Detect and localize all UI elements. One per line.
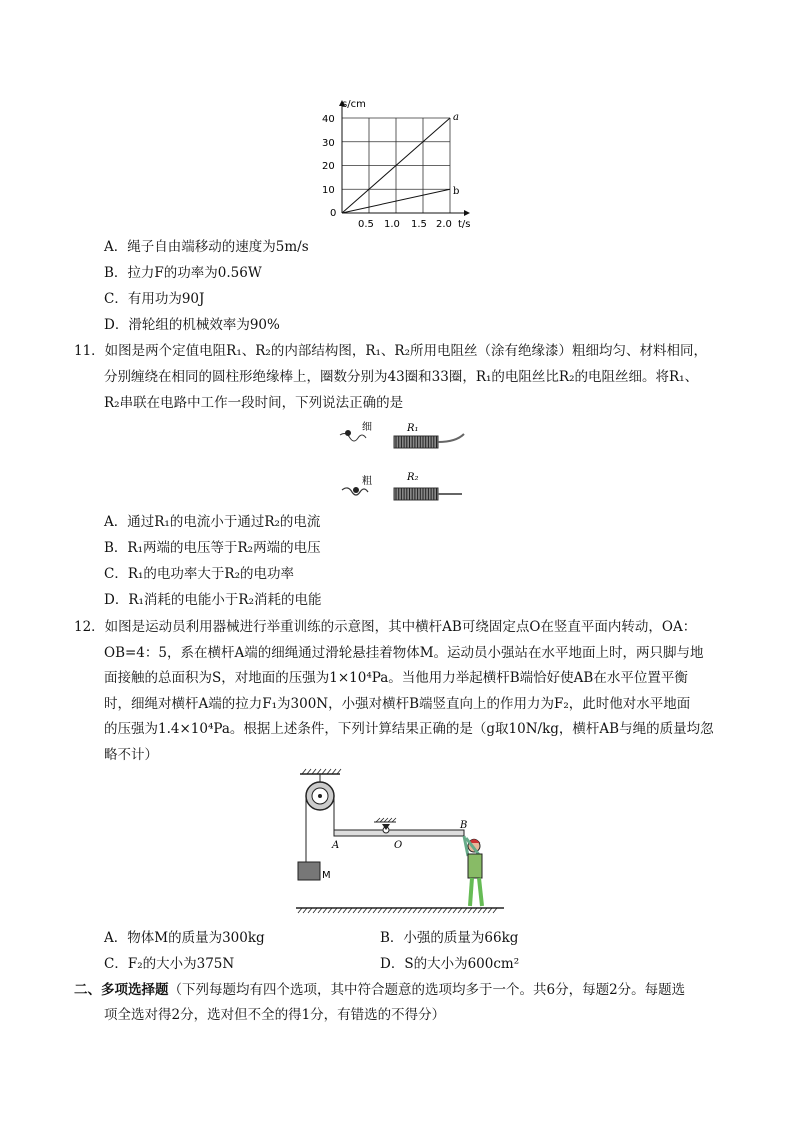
q11-stem-line3: R₂串联在电路中工作一段时间，下列说法正确的是 [104, 395, 404, 411]
q11-stem-line1: 11．如图是两个定值电阻R₁、R₂的内部结构图，R₁、R₂所用电阻丝（涂有绝缘漆）粗细均匀、材料相同， [74, 343, 707, 359]
section2-desc-line2: 项全选对得2分，选对但不全的得1分，有错选的不得分） [104, 1007, 446, 1023]
x-tick-1.5: 1.5 [411, 219, 427, 230]
q12-stem-line4: 时，细绳对横杆A端的拉力F₁为300N，小强对横杆B端竖直向上的作用力为F₂，此时他对水平地面 [104, 696, 691, 712]
athlete-body [468, 854, 482, 878]
pivot-hatch [388, 818, 392, 822]
lever-pulley-figure [294, 766, 508, 920]
resistor-structure-figure [332, 418, 470, 508]
q12-stem-line2: OB=4：5，系在横杆A端的细绳通过滑轮悬挂着物体M。运动员小强站在水平地面上时，两只脚与地 [104, 645, 704, 661]
q12-stem-line1: 12．如图是运动员利用器械进行举重训练的示意图，其中横杆AB可绕固定点O在竖直平面内转动，OA： [74, 619, 697, 635]
fig-m-label: M [322, 870, 331, 881]
pivot-hatch [392, 818, 396, 822]
fig-a-label: A [332, 840, 340, 851]
fig-r2-label: R₂ [407, 472, 419, 483]
q12-option-a: A．物体M的质量为300kg [104, 930, 265, 946]
pivot-hatch [376, 818, 380, 822]
q12-option-c: C．F₂的大小为375N [104, 956, 235, 972]
mass-m [298, 862, 320, 880]
y-tick-30: 30 [322, 138, 335, 149]
q11-option-d: D．R₁消耗的电能小于R₂消耗的电能 [104, 592, 322, 608]
r1-wire [340, 434, 366, 441]
s-t-graph [318, 96, 480, 232]
fig-thick-label: 粗 [362, 476, 372, 487]
lever-bar-ab [334, 830, 464, 836]
x-axis-unit: t/s [458, 219, 471, 230]
fig-o-label: O [394, 840, 403, 851]
q12-option-d: D．S的大小为600cm² [380, 956, 520, 972]
y-tick-0: 0 [330, 208, 337, 219]
x-axis-arrow [464, 210, 470, 216]
pivot-hatch [380, 818, 384, 822]
y-axis-unit: s/cm [342, 99, 366, 110]
q12-stem-line6: 略不计） [104, 747, 158, 763]
section2-heading [74, 980, 685, 1000]
y-tick-20: 20 [322, 161, 335, 172]
fig-r1-label: R₁ [407, 423, 419, 434]
q11-option-a: A．通过R₁的电流小于通过R₂的电流 [104, 514, 321, 530]
r2-lead-end [353, 487, 359, 493]
q11-option-b: B．R₁两端的电压等于R₂两端的电压 [104, 540, 321, 556]
y-tick-10: 10 [322, 185, 335, 196]
q11-option-c: C．R₁的电功率大于R₂的电功率 [104, 566, 294, 582]
x-tick-2.0: 2.0 [436, 219, 452, 230]
r1-lead [438, 434, 464, 442]
q10-option-b: B．拉力F的功率为0.56W [104, 265, 262, 281]
fig-thin-label: 细 [362, 422, 372, 433]
line-a-label: a [453, 112, 459, 123]
q12-stem-line5: 的压强为1.4×10⁴Pa。根据上述条件，下列计算结果正确的是（g取10N/kg，横杆AB与绳的质量均忽 [104, 721, 714, 737]
section2-desc-line1: （下列每题均有四个选项，其中符合题意的选项均多于一个。共6分，每题2分。每题选 [168, 982, 686, 998]
r1-lead-end [345, 430, 351, 436]
q10-option-d: D．滑轮组的机械效率为90% [104, 317, 280, 333]
q11-stem-line2: 分别缠绕在相同的圆柱形绝缘棒上，圈数分别为43圈和33圈，R₁的电阻丝比R₂的电阻丝细。将R₁、 [104, 369, 699, 385]
x-tick-0.5: 0.5 [358, 219, 374, 230]
line-b-label: b [453, 186, 460, 197]
x-tick-1.0: 1.0 [384, 219, 400, 230]
q10-option-c: C．有用功为90J [104, 291, 205, 307]
q10-option-a: A．绳子自由端移动的速度为5m/s [104, 239, 309, 255]
y-tick-40: 40 [322, 114, 335, 125]
fig-b-label: B [460, 820, 468, 831]
q12-stem-line3: 面接触的总面积为S，对地面的压强为1×10⁴Pa。当他用力举起横杆B端恰好使AB在水平位置平衡 [104, 670, 688, 686]
section2-title: 二、多项选择题 [74, 982, 169, 998]
pivot-hatch [384, 818, 388, 822]
q12-option-b: B．小强的质量为66kg [380, 930, 519, 946]
